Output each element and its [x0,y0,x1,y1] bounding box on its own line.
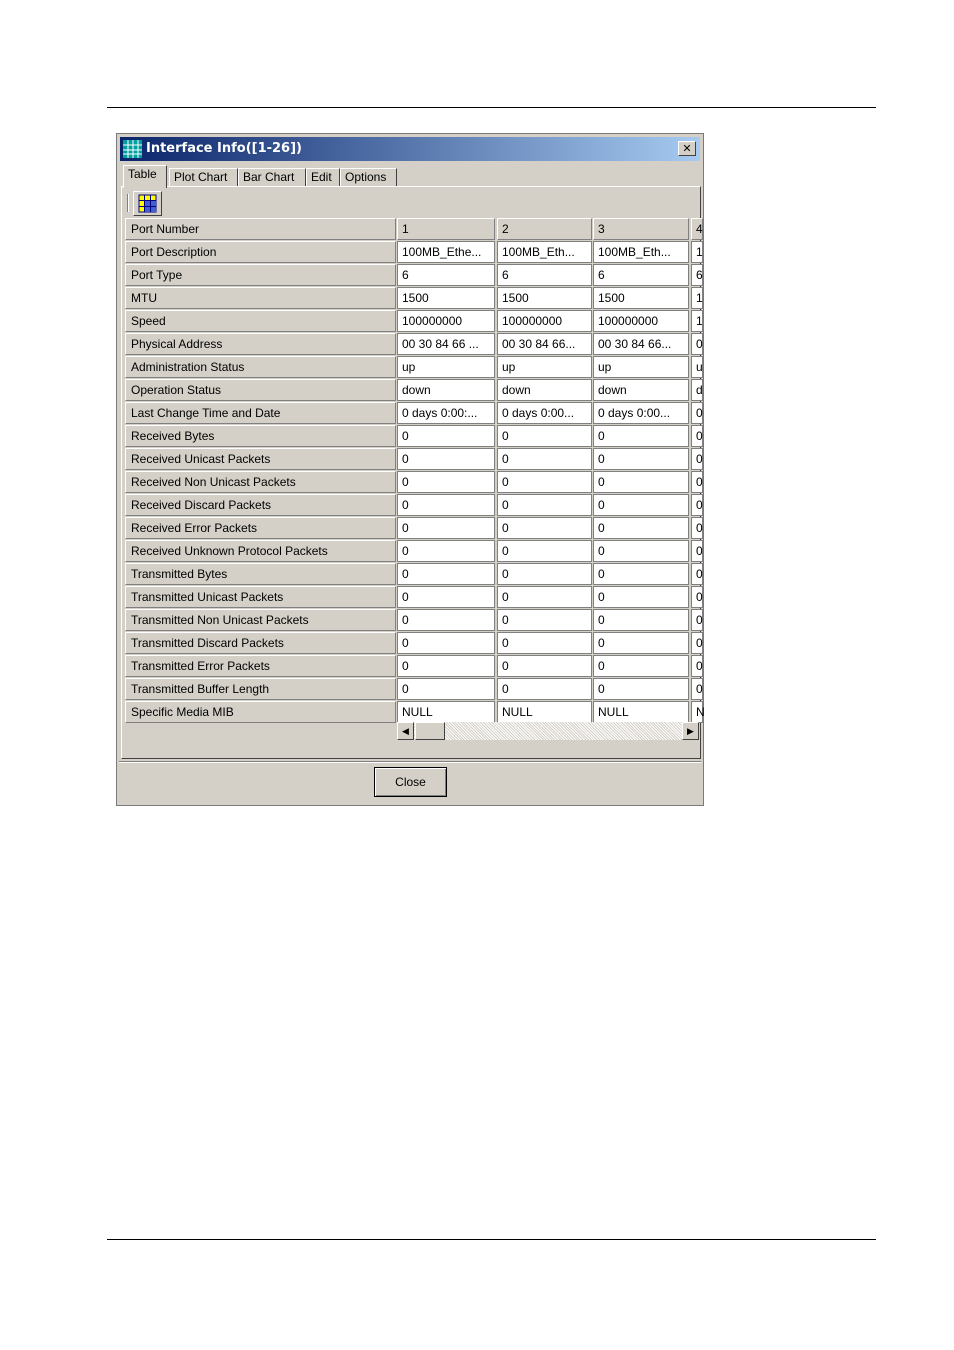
table-cell[interactable]: 0 [691,609,703,631]
tab-options[interactable]: Options [340,168,397,187]
table-cell[interactable]: 0 [593,632,689,654]
table-cell[interactable]: 0 [497,425,592,447]
table-cell[interactable]: 0 [497,517,592,539]
table-cell[interactable]: 1 [691,310,703,332]
table-cell[interactable]: 0 days 0:00... [593,402,689,424]
table-cell[interactable]: 0 days 0:00:... [397,402,495,424]
table-cell[interactable]: 0 [691,448,703,470]
table-cell[interactable]: 6 [691,264,703,286]
table-cell[interactable]: 0 [593,517,689,539]
table-cell[interactable]: 0 [497,540,592,562]
row-label-port-number: Port Number [125,218,396,240]
table-cell[interactable]: 0 [497,655,592,677]
table-cell[interactable]: 0 [593,540,689,562]
table-cell[interactable]: 1 [691,287,703,309]
row-label: Received Unknown Protocol Packets [125,540,396,562]
row-label: Physical Address [125,333,396,355]
row-label: Received Unicast Packets [125,448,396,470]
table-cell[interactable]: 0 [497,609,592,631]
table-cell[interactable]: 0 [397,425,495,447]
row-label: Port Description [125,241,396,263]
table-cell[interactable]: down [497,379,592,401]
scroll-right-icon[interactable]: ▶ [682,722,699,740]
table-cell[interactable]: 6 [497,264,592,286]
table-cell[interactable]: 0 [691,586,703,608]
table-cell[interactable]: 0 [497,586,592,608]
table-cell[interactable]: up [497,356,592,378]
table-cell[interactable]: u [691,356,703,378]
row-label: Transmitted Discard Packets [125,632,396,654]
table-cell[interactable]: 0 [397,494,495,516]
port-header-cell[interactable]: 3 [593,218,689,240]
row-label: Speed [125,310,396,332]
row-label: Specific Media MIB [125,701,396,723]
table-cell[interactable]: NULL [497,701,592,723]
row-label: Operation Status [125,379,396,401]
table-cell[interactable]: 100000000 [593,310,689,332]
row-label: Received Discard Packets [125,494,396,516]
table-cell[interactable]: N [691,701,703,723]
table-cell[interactable]: 100MB_Ethe... [397,241,495,263]
table-view-button[interactable] [133,191,162,216]
table-cell[interactable]: 0 [593,655,689,677]
table-cell[interactable]: 0 [593,678,689,700]
interface-info-window [116,133,704,806]
table-cell[interactable]: 6 [593,264,689,286]
table-cell[interactable]: 100MB_Eth... [593,241,689,263]
table-cell[interactable]: 00 30 84 66 ... [397,333,495,355]
page-bottom-rule [107,1239,876,1240]
table-cell[interactable]: 0 [397,632,495,654]
table-cell[interactable]: 0 [397,540,495,562]
tab-edit[interactable]: Edit [306,168,340,187]
table-cell[interactable]: 0 [691,402,703,424]
page-top-rule [107,107,876,108]
table-cell[interactable]: 0 [397,586,495,608]
table-grid-icon [134,192,161,215]
close-button[interactable]: Close [374,767,447,797]
row-label: Transmitted Buffer Length [125,678,396,700]
row-label: Transmitted Unicast Packets [125,586,396,608]
table-cell[interactable]: 0 [397,517,495,539]
table-cell[interactable]: 100000000 [497,310,592,332]
row-label: Transmitted Bytes [125,563,396,585]
table-cell[interactable]: NULL [593,701,689,723]
horizontal-scrollbar[interactable] [397,722,699,740]
table-cell[interactable]: 100MB_Eth... [497,241,592,263]
scroll-thumb[interactable] [415,722,445,740]
title-bar[interactable] [120,137,700,161]
table-cell[interactable]: 0 [397,448,495,470]
table-cell[interactable]: 0 [593,448,689,470]
footer-separator [119,761,701,763]
table-cell[interactable]: up [397,356,495,378]
table-cell[interactable]: 0 [497,563,592,585]
table-cell[interactable]: 0 [691,333,703,355]
table-cell[interactable]: 0 [691,632,703,654]
table-cell[interactable]: 0 [497,471,592,493]
table-cell[interactable]: 0 [593,494,689,516]
table-cell[interactable]: 6 [397,264,495,286]
table-cell[interactable]: down [397,379,495,401]
table-cell[interactable]: d [691,379,703,401]
toolbar-separator [127,194,129,212]
table-cell[interactable]: 0 days 0:00... [497,402,592,424]
table-cell[interactable]: 00 30 84 66... [593,333,689,355]
table-cell[interactable]: 0 [497,494,592,516]
port-header-cell[interactable]: 1 [397,218,495,240]
port-header-cell[interactable]: 4 [691,218,703,240]
row-label: Last Change Time and Date [125,402,396,424]
table-cell[interactable]: 1500 [497,287,592,309]
table-cell[interactable]: 0 [593,471,689,493]
tab-table[interactable]: Table [123,165,167,188]
table-cell[interactable]: 0 [593,425,689,447]
grid-icon [123,140,142,158]
table-cell[interactable]: 100000000 [397,310,495,332]
row-label: Received Error Packets [125,517,396,539]
tab-plot-chart[interactable]: Plot Chart [169,168,238,187]
table-cell[interactable]: 0 [593,586,689,608]
table-cell[interactable]: 0 [691,517,703,539]
table-cell[interactable]: 0 [593,609,689,631]
table-cell[interactable]: NULL [397,701,495,723]
table-cell[interactable]: 0 [691,425,703,447]
table-cell[interactable]: up [593,356,689,378]
table-cell[interactable]: 0 [691,655,703,677]
table-cell[interactable]: 0 [691,471,703,493]
table-cell[interactable]: 0 [397,563,495,585]
table-cell[interactable]: 00 30 84 66... [497,333,592,355]
table-cell[interactable]: 1 [691,241,703,263]
row-label: Port Type [125,264,396,286]
table-cell[interactable]: 0 [691,563,703,585]
table-cell[interactable]: 0 [691,540,703,562]
table-panel [121,186,705,759]
row-label: Transmitted Non Unicast Packets [125,609,396,631]
table-cell[interactable]: 0 [497,448,592,470]
table-cell[interactable]: 0 [397,609,495,631]
table-cell[interactable]: 0 [691,494,703,516]
tab-bar-chart[interactable]: Bar Chart [238,168,306,187]
table-cell[interactable]: 0 [397,471,495,493]
table-cell[interactable]: 1500 [397,287,495,309]
table-cell[interactable]: down [593,379,689,401]
row-label: Transmitted Error Packets [125,655,396,677]
port-header-cell[interactable]: 2 [497,218,592,240]
row-label: MTU [125,287,396,309]
table-cell[interactable]: 1500 [593,287,689,309]
table-cell[interactable]: 0 [397,655,495,677]
interface-table [125,218,705,753]
row-label: Received Non Unicast Packets [125,471,396,493]
table-cell[interactable]: 0 [691,678,703,700]
window-close-icon[interactable]: ✕ [678,141,696,156]
row-label: Received Bytes [125,425,396,447]
table-cell[interactable]: 0 [497,632,592,654]
table-cell[interactable]: 0 [497,678,592,700]
table-cell[interactable]: 0 [397,678,495,700]
table-cell[interactable]: 0 [593,563,689,585]
scroll-left-icon[interactable]: ◀ [397,722,414,740]
window-title: Interface Info([1-26]) [146,141,302,156]
row-label: Administration Status [125,356,396,378]
